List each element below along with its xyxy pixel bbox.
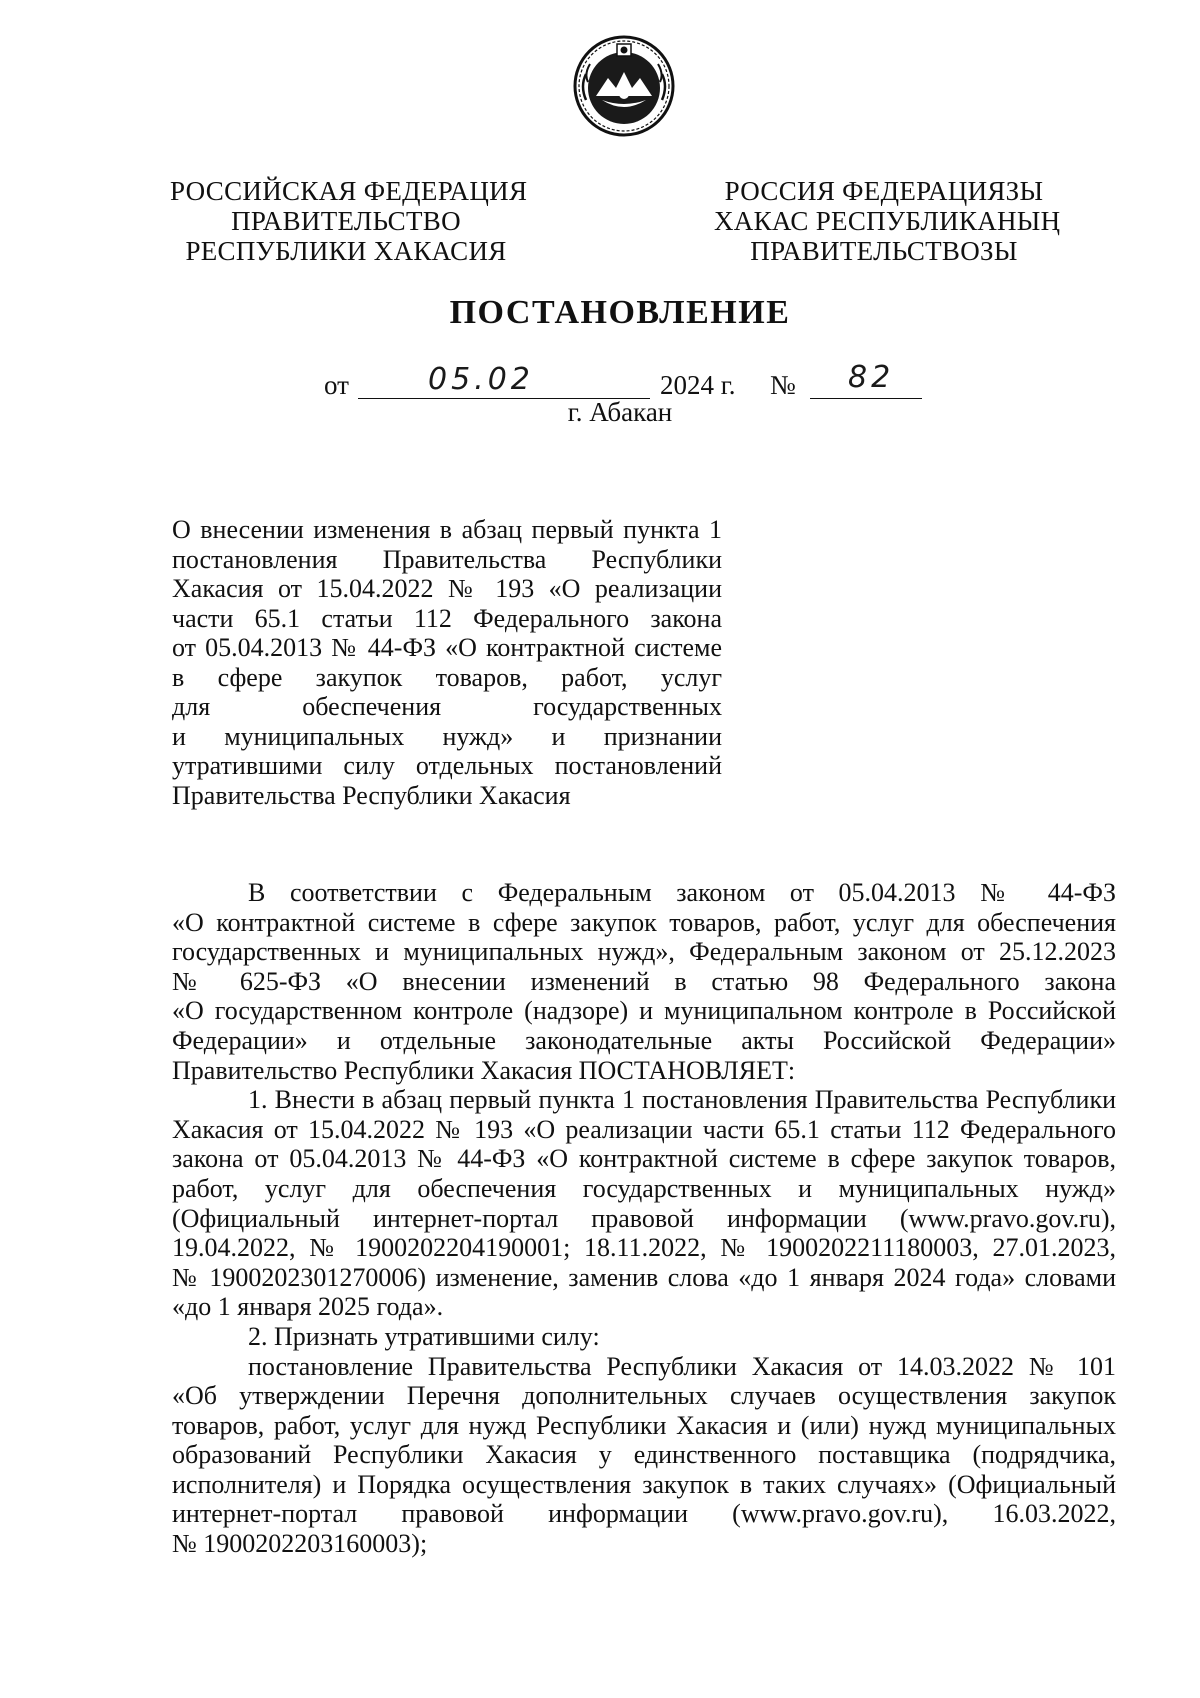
item2-line: образований Республики Хакасия у единственного поставщика (подрядчика, — [172, 1440, 1116, 1470]
item2-line: интернет-портал правовой информации (www.pravo.gov.ru), 16.03.2022, — [172, 1499, 1116, 1529]
coat-of-arms-emblem — [572, 34, 676, 138]
preamble-line: Правительство Республики Хакасия ПОСТАНОВЛЯЕТ: — [172, 1055, 796, 1085]
city-label: г. Абакан — [567, 397, 673, 427]
header-left-line: ПРАВИТЕЛЬСТВО — [231, 206, 461, 236]
item1-line: закона от 05.04.2013 № 44-ФЗ «О контрактной системе в сфере закупок товаров, — [172, 1144, 1116, 1174]
item1-line: работ, услуг для обеспечения государственных и муниципальных нужд» — [172, 1173, 1116, 1203]
header-left-line: РОССИЙСКАЯ ФЕДЕРАЦИЯ — [170, 176, 528, 206]
subject-line: от 05.04.2013 № 44-ФЗ «О контрактной системе — [172, 633, 722, 662]
item2-line: № 1900202203160003); — [172, 1529, 428, 1559]
coat-of-arms-icon — [572, 34, 676, 138]
header-right-line: ПРАВИТЕЛЬСТВОЗЫ — [750, 236, 1018, 266]
subject-line: и муниципальных нужд» и признании — [172, 721, 722, 751]
subject-line: О внесении изменения в абзац первый пункта 1 — [172, 515, 722, 544]
item1-line: № 1900202301270006) изменение, заменив слова «до 1 января 2024 года» словами — [172, 1262, 1116, 1292]
subject-block — [172, 515, 722, 810]
header-left-line: РЕСПУБЛИКИ ХАКАСИЯ — [185, 236, 507, 266]
subject-line: Хакасия от 15.04.2022 № 193 «О реализации — [172, 574, 722, 603]
preamble-line: Федерации» и отдельные законодательные акты Российской Федерации» — [172, 1025, 1116, 1055]
item2-line: товаров, работ, услуг для нужд Республики Хакасия и (или) нужд муниципальных — [172, 1410, 1116, 1440]
preamble-line: «О контрактной системе в сфере закупок товаров, работ, услуг для обеспечения — [172, 907, 1116, 937]
subject-line: утратившими силу отдельных постановлений — [172, 751, 722, 780]
item1-line: 19.04.2022, № 1900202204190001; 18.11.2022, № 1900202211180003, 27.01.2023, — [172, 1233, 1116, 1263]
item1-line: «до 1 января 2025 года». — [172, 1292, 444, 1322]
header-russian-block — [170, 176, 528, 266]
subject-line: Правительства Республики Хакасия — [172, 780, 571, 810]
item2-line: исполнителя) и Порядка осуществления закупок в таких случаях» (Официальный — [172, 1469, 1116, 1499]
year-label: 2024 г. — [660, 370, 736, 400]
preamble-line: В соответствии с Федеральным законом от 05.04.2013 № 44-ФЗ — [248, 878, 1116, 907]
item1-line: (Официальный интернет-портал правовой информации (www.pravo.gov.ru), — [172, 1203, 1116, 1233]
item1-line: Хакасия от 15.04.2022 № 193 «О реализации части 65.1 статьи 112 Федерального — [172, 1114, 1116, 1144]
header-right-line: ХАКАС РЕСПУБЛИКАНЫҢ — [714, 206, 1061, 236]
subject-line: для обеспечения государственных — [172, 692, 722, 721]
header-right-line: РОССИЯ ФЕДЕРАЦИЯЗЫ — [724, 176, 1044, 206]
date-number-line — [324, 360, 924, 400]
item1-line: 1. Внести в абзац первый пункта 1 постановления Правительства Республики — [248, 1085, 1116, 1115]
handwritten-number: 82 — [848, 360, 895, 395]
document-title: ПОСТАНОВЛЕНИЕ — [449, 294, 791, 331]
subject-line: в сфере закупок товаров, работ, услуг — [172, 662, 722, 692]
preamble-line: «О государственном контроле (надзоре) и муниципальном контроле в Российской — [172, 996, 1116, 1026]
item2-line: «Об утверждении Перечня дополнительных случаев осуществления закупок — [172, 1381, 1116, 1411]
number-label: № — [770, 370, 796, 400]
item2-heading: 2. Признать утратившими силу: — [248, 1321, 600, 1351]
preamble-line: № 625-ФЗ «О внесении изменений в статью 98 Федерального закона — [172, 966, 1116, 996]
subject-line: части 65.1 статьи 112 Федерального закона — [172, 603, 722, 633]
item2-line: постановление Правительства Республики Хакасия от 14.03.2022 № 101 — [248, 1351, 1116, 1381]
preamble-line: государственных и муниципальных нужд», Федеральным законом от 25.12.2023 — [172, 937, 1116, 967]
header-khakas-block — [714, 176, 1061, 266]
subject-line: постановления Правительства Республики — [172, 544, 722, 574]
from-label: от — [324, 370, 349, 400]
handwritten-date: 05.02 — [428, 362, 534, 397]
body-text — [172, 878, 1116, 1559]
